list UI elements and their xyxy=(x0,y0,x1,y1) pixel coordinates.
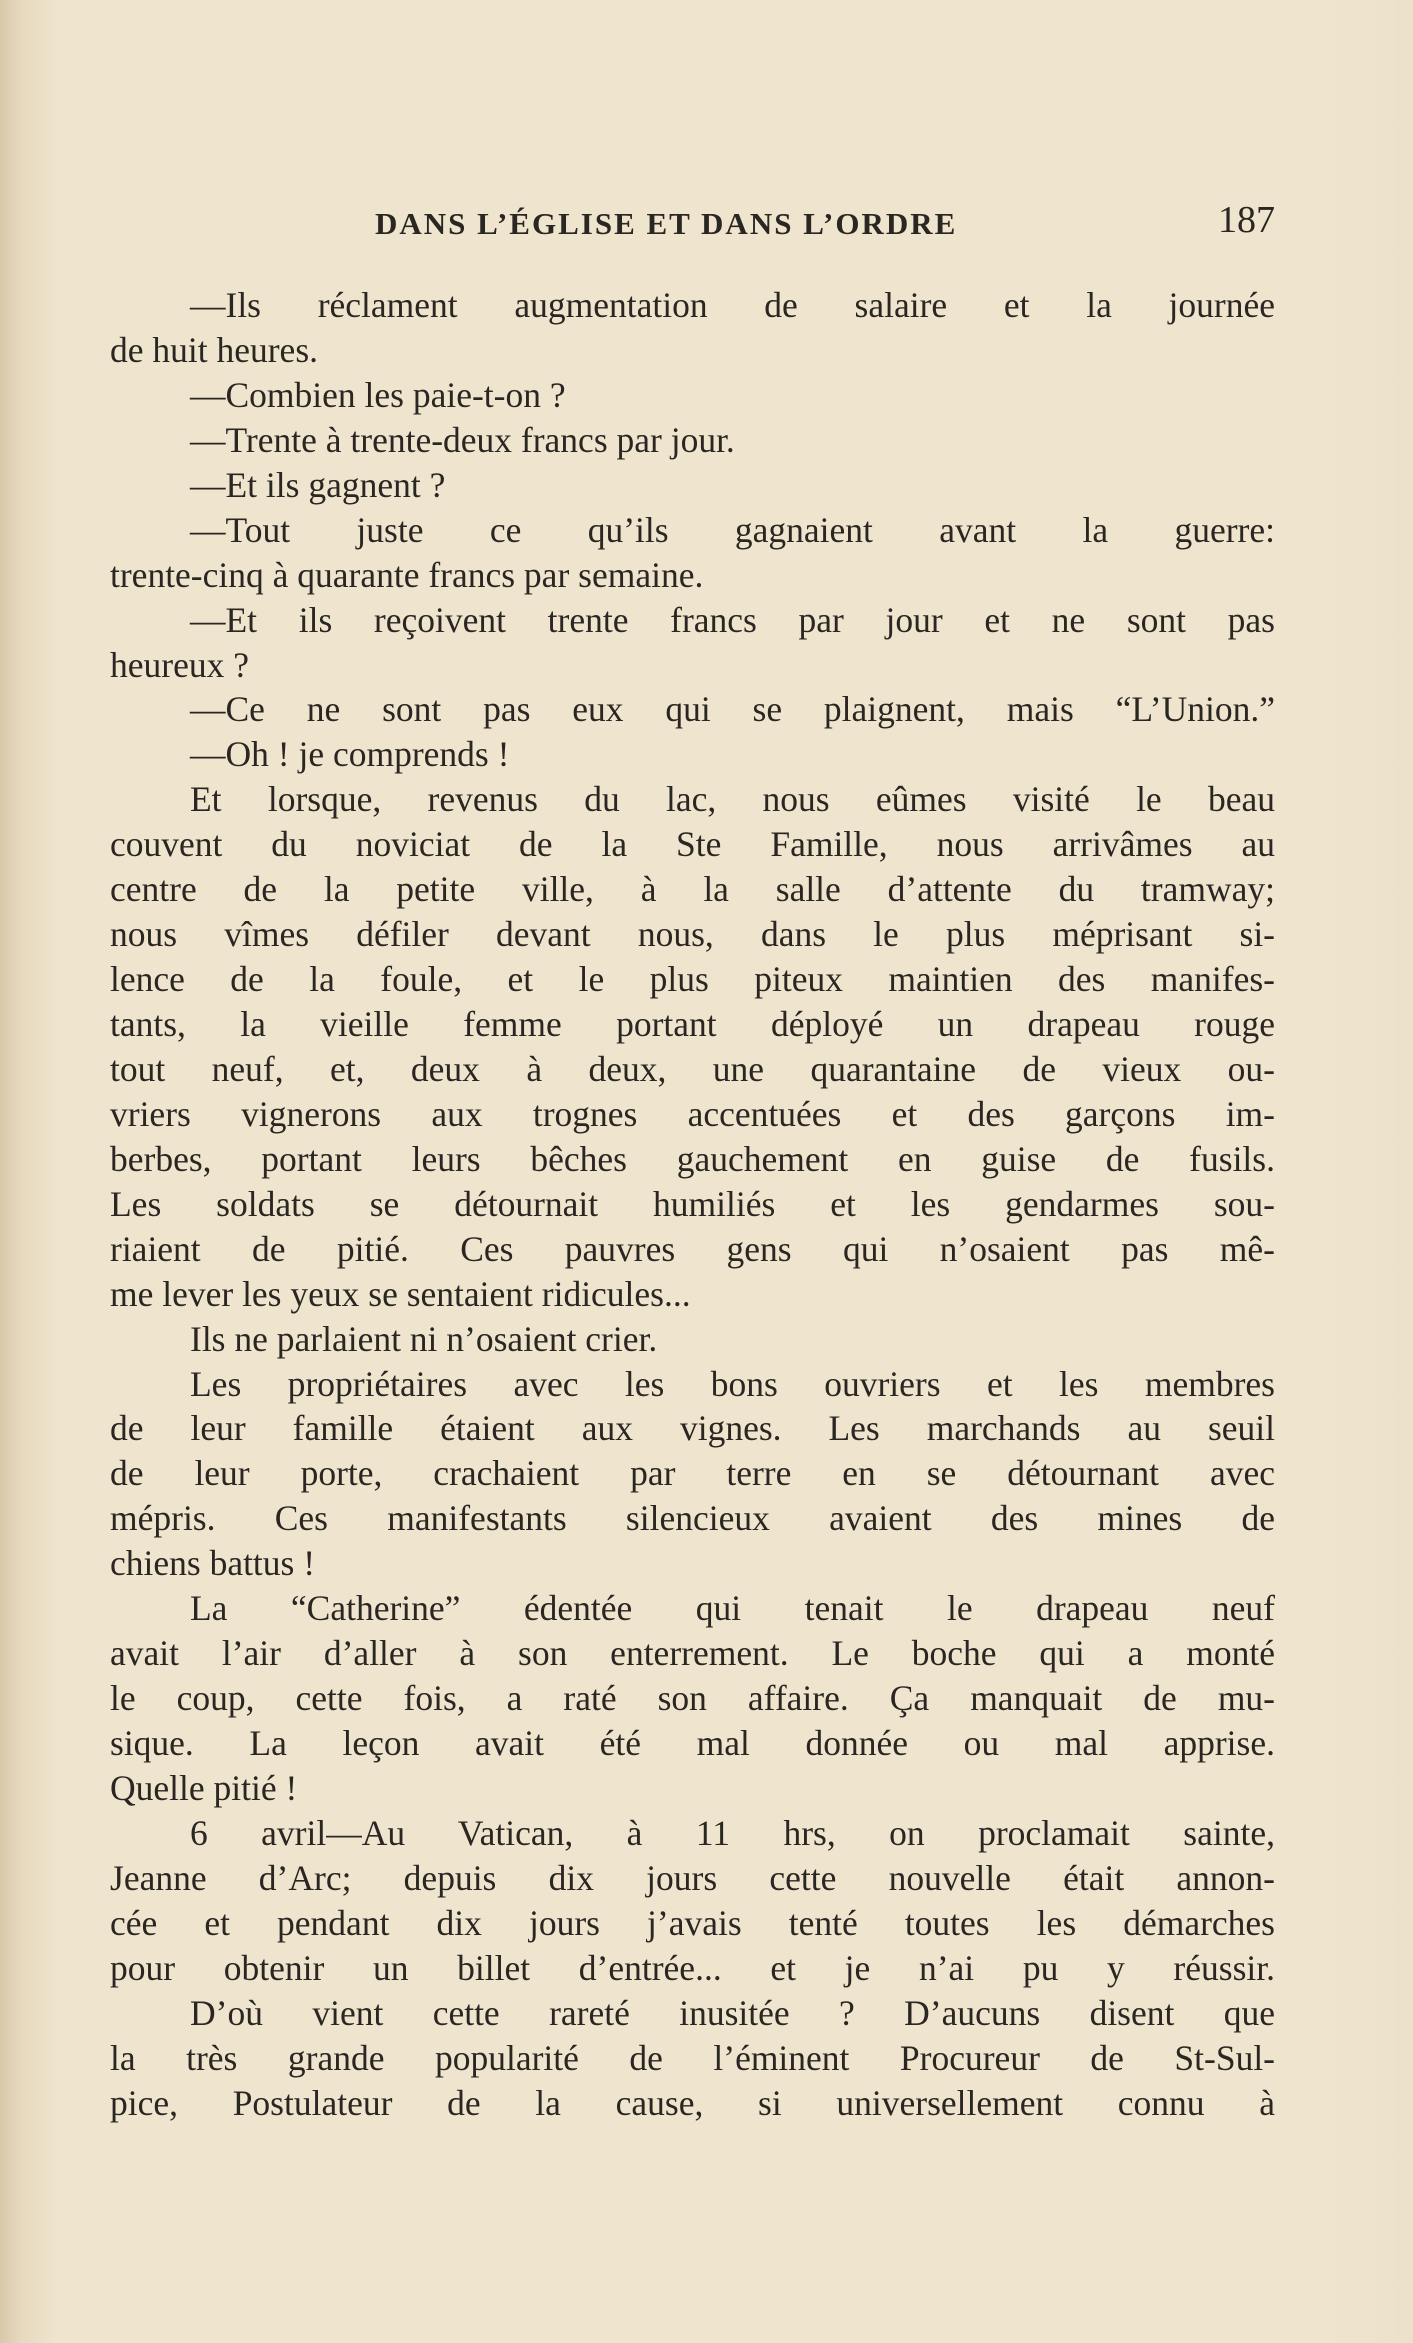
text-line: avait l’air d’aller à son enterrement. Le boche qui a monté xyxy=(110,1633,1275,1674)
text-line: la très grande popularité de l’éminent Procureur de St-Sul- xyxy=(110,2037,1275,2078)
text-line: Quelle pitié ! xyxy=(110,1767,298,1808)
text-line: vriers vignerons aux trognes accentuées et des garçons im- xyxy=(110,1093,1275,1134)
text-line: —Tout juste ce qu’ils gagnaient avant la guerre: xyxy=(190,509,1275,550)
text-line: —Oh ! je comprends ! xyxy=(190,734,510,775)
text-line: —Ils réclament augmentation de salaire et la journée xyxy=(190,285,1275,325)
text-line: cée et pendant dix jours j’avais tenté toutes les démarches xyxy=(110,1902,1275,1943)
text-line: de leur porte, crachaient par terre en se détournant avec xyxy=(110,1453,1275,1494)
text-line: de huit heures. xyxy=(110,329,319,370)
page-number: 187 xyxy=(1218,199,1275,241)
text-line: pice, Postulateur de la cause, si universellement connu à xyxy=(110,2082,1275,2123)
text-line: Les propriétaires avec les bons ouvriers et les membres xyxy=(190,1363,1275,1404)
text-line: —Combien les paie-t-on ? xyxy=(190,374,566,415)
page-header xyxy=(120,196,1275,256)
body-text xyxy=(110,283,1275,2125)
text-line: Et lorsque, revenus du lac, nous eûmes visité le beau xyxy=(190,779,1275,820)
text-line: couvent du noviciat de la Ste Famille, nous arrivâmes au xyxy=(110,824,1275,865)
text-line: Jeanne d’Arc; depuis dix jours cette nouvelle était annon- xyxy=(110,1857,1275,1898)
text-line: heureux ? xyxy=(110,644,249,685)
text-line: 6 avril—Au Vatican, à 11 hrs, on proclamait sainte, xyxy=(190,1812,1275,1853)
text-line: centre de la petite ville, à la salle d’attente du tramway; xyxy=(110,869,1275,910)
text-line: La “Catherine” édentée qui tenait le drapeau neuf xyxy=(190,1588,1275,1629)
text-line: sique. La leçon avait été mal donnée ou mal apprise. xyxy=(110,1723,1275,1763)
text-line: —Ce ne sont pas eux qui se plaignent, mais “L’Union.” xyxy=(190,689,1275,730)
text-line: me lever les yeux se sentaient ridicules... xyxy=(110,1273,691,1314)
text-line: —Et ils gagnent ? xyxy=(190,464,446,505)
text-line: pour obtenir un billet d’entrée... et je n’ai pu y réussir. xyxy=(110,1947,1275,1988)
text-line: trente-cinq à quarante francs par semaine. xyxy=(110,554,704,595)
text-line: riaient de pitié. Ces pauvres gens qui n’osaient pas mê- xyxy=(110,1228,1275,1269)
text-line: chiens battus ! xyxy=(110,1543,316,1584)
text-line: —Trente à trente-deux francs par jour. xyxy=(190,419,735,460)
text-line: mépris. Ces manifestants silencieux avaient des mines de xyxy=(110,1498,1275,1539)
running-title: DANS L’ÉGLISE ET DANS L’ORDRE xyxy=(375,206,958,241)
text-line: —Et ils reçoivent trente francs par jour et ne sont pas xyxy=(190,599,1275,640)
text-line: le coup, cette fois, a raté son affaire. Ça manquait de mu- xyxy=(110,1678,1275,1719)
text-line: D’où vient cette rareté inusitée ? D’aucuns disent que xyxy=(190,1992,1275,2033)
text-line: berbes, portant leurs bêches gauchement en guise de fusils. xyxy=(110,1138,1275,1179)
text-line: tout neuf, et, deux à deux, une quarantaine de vieux ou- xyxy=(110,1048,1275,1089)
text-line: tants, la vieille femme portant déployé un drapeau rouge xyxy=(110,1004,1275,1044)
text-line: lence de la foule, et le plus piteux maintien des manifes- xyxy=(110,959,1275,1000)
text-line: Ils ne parlaient ni n’osaient crier. xyxy=(190,1318,658,1359)
text-line: de leur famille étaient aux vignes. Les marchands au seuil xyxy=(110,1408,1275,1449)
text-line: Les soldats se détournait humiliés et les gendarmes sou- xyxy=(110,1183,1275,1224)
text-line: nous vîmes défiler devant nous, dans le plus méprisant si- xyxy=(110,914,1275,955)
